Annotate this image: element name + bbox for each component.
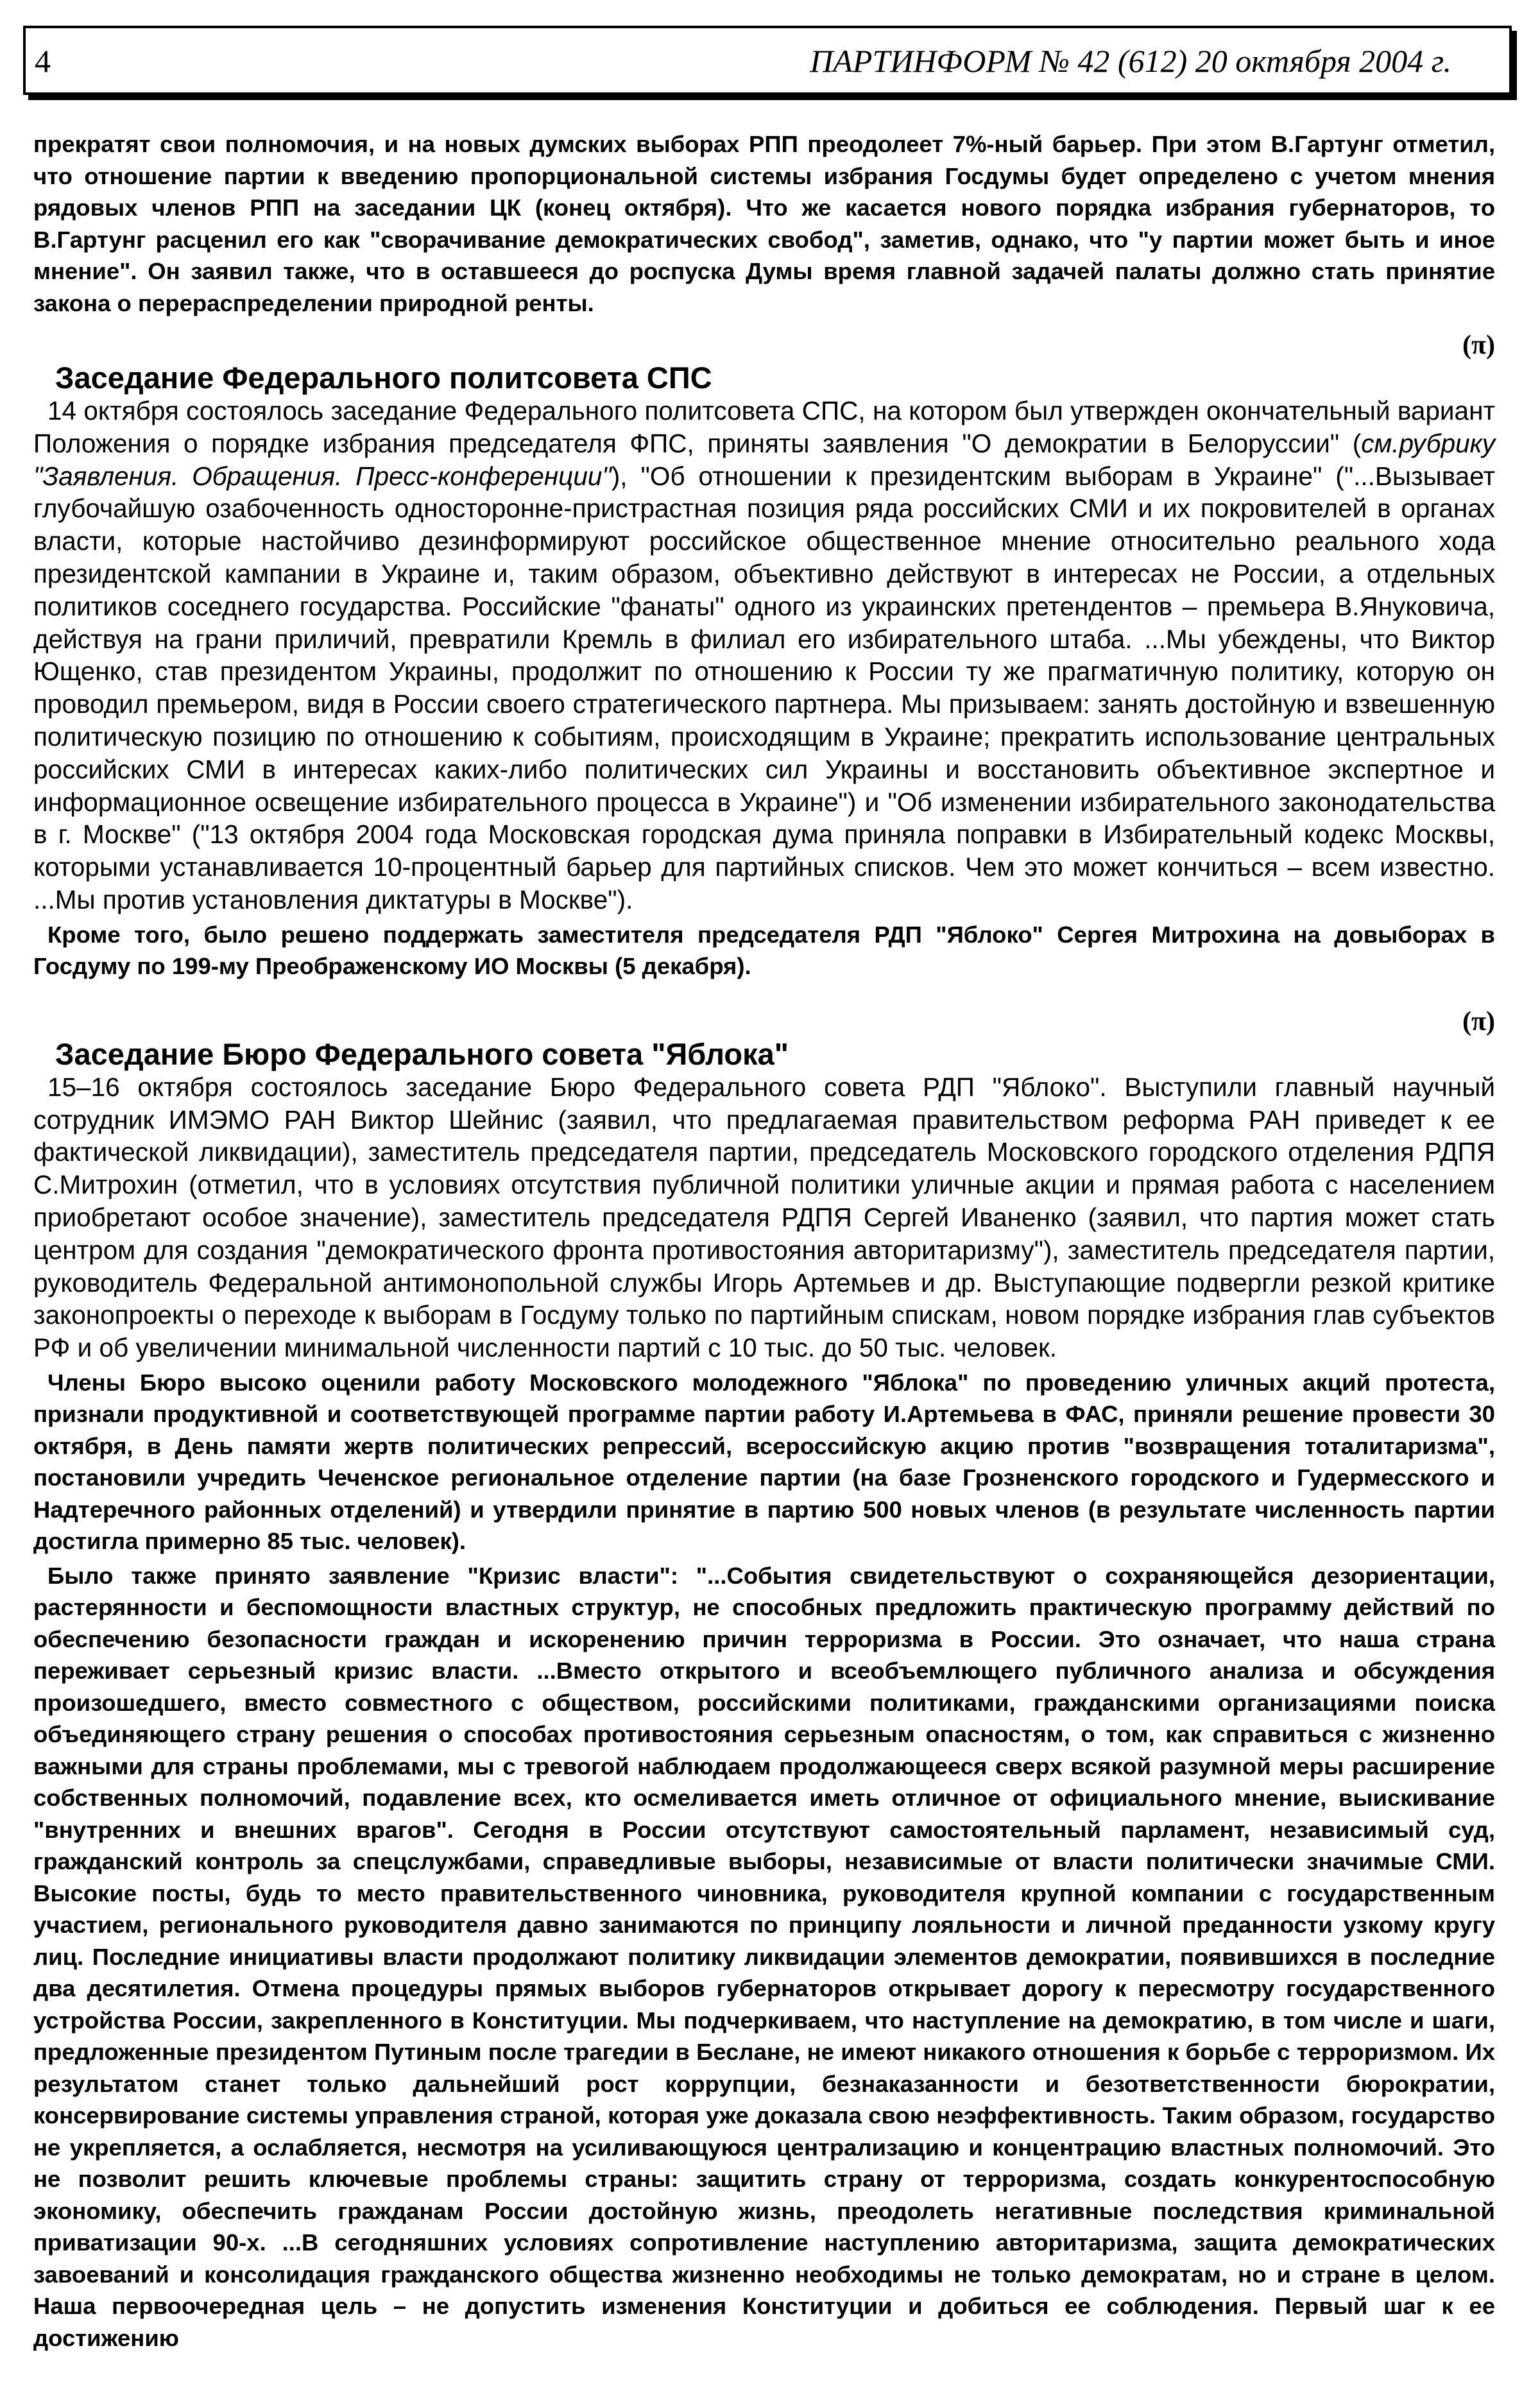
section-heading: Заседание Федерального политсовета СПС	[55, 361, 712, 395]
page-number: 4	[35, 43, 51, 79]
section-heading: Заседание Бюро Федерального совета "Яблока"	[55, 1036, 789, 1071]
page-header	[23, 26, 1512, 95]
section-paragraph: 15–16 октября состоялось заседание Бюро Федерального совета РДП "Яблоко". Выступили главный научный сотрудник ИМЭМО РАН Виктор Шейнис (заявил, что предлагаемая правительством реформа РАН приведет к ее фактической ликвидации), заместитель председателя партии, председатель Московского городского отделения РДПЯ С.Митрохин (отметил, что в условиях отсутствия публичной политики уличные акции и прямая работа с населением приобретают особое значение), заместитель председателя РДПЯ Сергей Иваненко (заявил, что партия может стать центром для создания "демократического фронта противостояния авторитаризму"), заместитель председателя партии, руководитель Федеральной антимонопольной службы Игорь Артемьев и др. Выступающие подвергли резкой критике законопроекты о переходе к выборам в Госдуму только по партийным спискам, новом порядке избрания глав субъектов РФ и об увеличении минимальной численности партий с 10 тыс. до 50 тыс. человек.	[33, 1072, 1495, 1363]
author-signature: (π)	[1462, 1006, 1495, 1036]
text-run: 14 октября состоялось заседание Федерального политсовета СПС, на котором был утвержден окончательный вариант Положения о порядке избрания председателя ФПС, приняты заявления "О демократии в Белоруссии" (	[33, 396, 1495, 458]
article-body	[33, 128, 1495, 2354]
rubric-reference: см.рубрику "Заявления. Обращения. Пресс-конференции"	[33, 428, 1495, 491]
author-signature: (π)	[1462, 330, 1495, 360]
section-paragraph-bold: Было также принято заявление "Кризис власти": "...События свидетельствуют о сохраняющейся дезориентации, растерянности и беспомощности властных структур, не способных предложить практическую программу действий по обеспечению безопасности граждан и искоренению причин терроризма в России. Это означает, что наша страна переживает серьезный кризис власти. ...Вместо открытого и всеобъемлющего публичного анализа и обсуждения произошедшего, вместо совместного с обществом, российскими политиками, гражданскими организациями поиска объединяющего страну решения о способах противостояния серьезным опасностям, о том, как справиться с жизненно важными для страны проблемами, мы с тревогой наблюдаем продолжающееся сверх всякой разумной меры расширение собственных полномочий, подавление всех, кто осмеливается иметь отличное от официального мнение, выискивание "внутренних и внешних врагов". Сегодня в России отсутствуют самостоятельный парламент, независимый суд, гражданский контроль за спецслужбами, справедливые выборы, независимые от власти политически значимые СМИ. Высокие посты, будь то место правительственного чиновника, руководителя крупной компании с государственным участием, регионального руководителя давно занимаются по принципу лояльности и личной преданности узкому кругу лиц. Последние инициативы власти продолжают политику ликвидации элементов демократии, появившихся в последние два десятилетия. Отмена процедуры прямых выборов губернаторов открывает дорогу к пересмотру государственного устройства России, закрепленного в Конституции. Мы подчеркиваем, что наступление на демократию, в том числе и шаги, предложенные президентом Путиным после трагедии в Беслане, не имеют никакого отношения к борьбе с терроризмом. Их результатом станет только дальнейший рост коррупции, безнаказанности и безответственности бюрократии, консервирование системы управления страной, которая уже доказала свою неэффективность. Таким образом, государство не укрепляется, а ослабляется, несмотря на усиливающуюся централизацию и концентрацию властных полномочий. Это не позволит решить ключевые проблемы страны: защитить страну от терроризма, создать конкурентоспособную экономику, обеспечить гражданам России достойную жизнь, преодолеть негативные последствия криминальной приватизации 90-х. ...В сегодняшних условиях сопротивление наступлению авторитаризма, защита демократических завоеваний и консолидация гражданского общества жизненно необходимы не только демократам, но и стране в целом. Наша первоочередная цель – не допустить изменения Конституции и добиться ее соблюдения. Первый шаг к ее достижению	[33, 1562, 1495, 2351]
publication-title: ПАРТИНФОРМ № 42 (612) 20 октября 2004 г.	[810, 43, 1451, 79]
section-paragraph-bold: Кроме того, было решено поддержать заместителя председателя РДП "Яблоко" Сергея Митрохина на довыборах в Госдуму по 199-му Преображенскому ИО Москвы (5 декабря).	[33, 921, 1495, 980]
section-paragraph-bold: Члены Бюро высоко оценили работу Московского молодежного "Яблока" по проведению уличных акций протеста, признали продуктивной и соответствующей программе партии работу И.Артемьева в ФАС, приняли решение провести 30 октября, в День памяти жертв политических репрессий, всероссийскую акцию против "возвращения тоталитаризма", постановили учредить Чеченское региональное отделение партии (на базе Грозненского городского и Гудермесского и Надтеречного районных отделений) и утвердили принятие в партию 500 новых членов (в результате численность партии достигла примерно 85 тыс. человек).	[33, 1369, 1495, 1555]
intro-paragraph: прекратят свои полномочия, и на новых думских выборах РПП преодолеет 7%-ный барьер. При этом В.Гартунг отметил, что отношение партии к введению пропорциональной системы избрания Госдумы будет определено с учетом мнения рядовых членов РПП на заседании ЦК (конец октября). Что же касается нового порядка избрания губернаторов, то В.Гартунг расценил его как "сворачивание демократических свобод", заметив, однако, что "у партии может быть и иное мнение". Он заявил также, что в оставшееся до роспуска Думы время главной задачей палаты должно стать принятие закона о перераспределении природной ренты.	[33, 131, 1495, 316]
section-paragraph	[33, 395, 1495, 916]
text-run: ), "Об отношении к президентским выборам в Украине" ("...Вызывает глубочайшую озабоченность односторонне-пристрастная позиция ряда российских СМИ и их покровителей в органах власти, которые настойчиво дезинформируют российское общественное мнение относительно реального хода президентской кампании в Украине и, таким образом, объективно действуют в интересах не России, а отдельных политиков соседнего государства. Российские "фанаты" одного из украинских претендентов – премьера В.Януковича, действуя на грани приличий, превратили Кремль в филиал его избирательного штаба. ...Мы убеждены, что Виктор Ющенко, став президентом Украины, продолжит по отношению к России ту же прагматичную политику, которую он проводил премьером, видя в России своего стратегического партнера. Мы призываем: занять достойную и взвешенную политическую позицию по отношению к событиям, происходящим в Украине; прекратить использование центральных российских СМИ в интересах каких-либо политических сил Украины и восстановить объективное экспертное и информационное освещение избирательного процесса в Украине") и "Об изменении избирательного законодательства в г. Москве" ("13 октября 2004 года Московская городская дума приняла поправки в Избирательный кодекс Москвы, которыми устанавливается 10-процентный барьер для партийных списков. Чем это может кончиться – всем известно. ...Мы против установления диктатуры в Москве").	[33, 461, 1496, 914]
